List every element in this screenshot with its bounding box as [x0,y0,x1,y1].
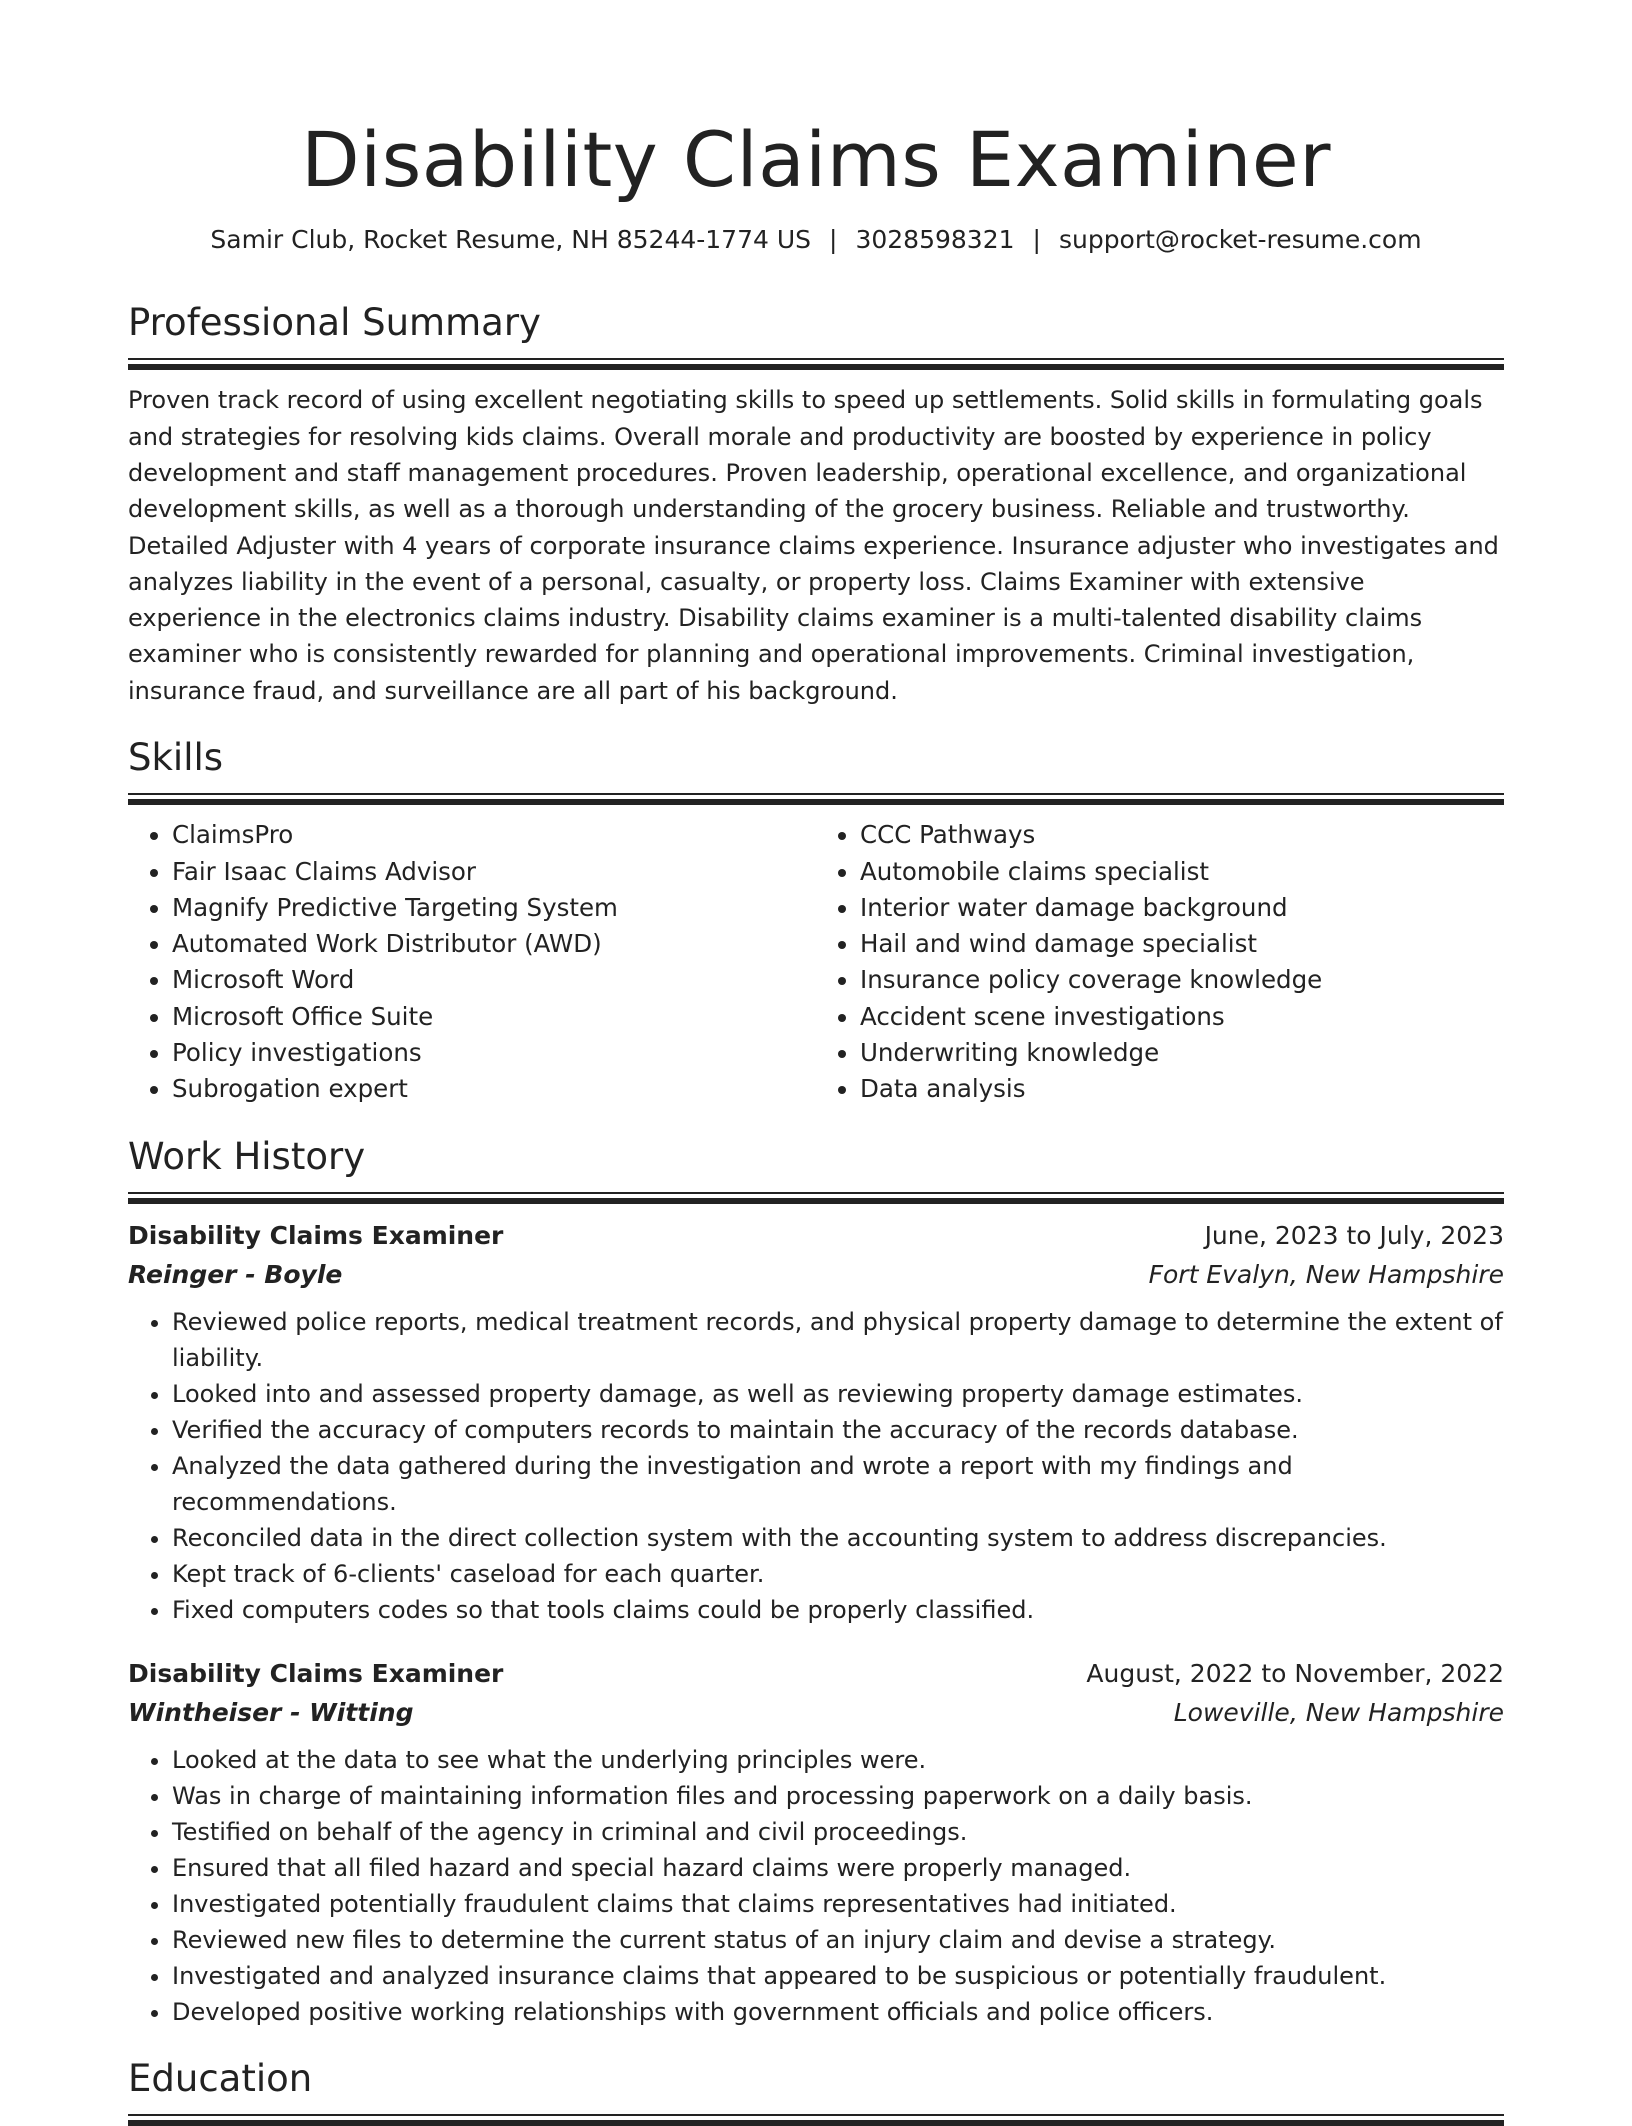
job-bullets [128,1304,1504,1628]
skill-item: • Microsoft Office Suite [172,999,816,1035]
job-company-row [128,1693,1504,1732]
job-bullet: • Was in charge of maintaining information files and processing paperwork on a daily basis. [172,1778,1504,1814]
skill-item: • Interior water damage background [860,890,1504,926]
job-bullet: • Verified the accuracy of computers records to maintain the accuracy of the records database. [172,1412,1504,1448]
skill-item: • Magnify Predictive Targeting System [172,890,816,926]
job-bullet: • Reviewed new files to determine the current status of an injury claim and devise a strategy. [172,1922,1504,1958]
summary-text: Proven track record of using excellent negotiating skills to speed up settlements. Solid skills in formulating goals and strategies for resolving kids claims. Overall morale and productivity are boosted by experience in policy development and staff management procedures. Proven leadership, operational excellence, and organizational development skills, as well as a thorough understanding of the grocery business. Reliable and trustworthy. Detailed Adjuster with 4 years of corporate insurance claims experience. Insurance adjuster who investigates and analyzes liability in the event of a personal, casualty, or property loss. Claims Examiner with extensive experience in the electronics claims industry. Disability claims examiner is a multi-talented disability claims examiner who is consistently rewarded for planning and operational improvements. Criminal investigation, insurance fraud, and surveillance are all part of his background. [128,386,1499,705]
professional-summary-section [128,300,1504,709]
skill-item: • CCC Pathways [860,817,1504,853]
job-bullet: • Investigated potentially fraudulent claims that claims representatives had initiated. [172,1886,1504,1922]
skills-list-right [816,817,1504,1107]
job-bullet: • Kept track of 6-clients' caseload for each quarter. [172,1556,1504,1592]
section-divider [128,793,1504,805]
job-title: Disability Claims Examiner [128,1220,504,1250]
job-bullet: • Testified on behalf of the agency in criminal and civil proceedings. [172,1814,1504,1850]
contact-address: Samir Club, Rocket Resume, NH 85244-1774 US [210,224,812,254]
section-title-work-history: Work History [128,1134,366,1178]
job-entry [128,1216,1504,1628]
section-title-education: Education [128,2056,313,2100]
job-bullet: • Fixed computers codes so that tools claims could be properly classified. [172,1592,1504,1628]
section-divider [128,358,1504,370]
contact-line [128,224,1504,257]
job-bullet: • Looked at the data to see what the underlying principles were. [172,1742,1504,1778]
skill-item: • Automated Work Distributor (AWD) [172,926,816,962]
skill-item: • Underwriting knowledge [860,1035,1504,1071]
skill-item: • Policy investigations [172,1035,816,1071]
job-bullets [128,1742,1504,2030]
job-header-row [128,1654,1504,1693]
contact-email: support@rocket-resume.com [1058,224,1422,254]
skill-item: • Insurance policy coverage knowledge [860,962,1504,998]
job-bullet: • Analyzed the data gathered during the investigation and wrote a report with my findings and recommendations. [172,1448,1504,1520]
section-divider [128,1192,1504,1204]
skill-item: • ClaimsPro [172,817,816,853]
job-company: Wintheiser - Witting [128,1697,414,1727]
contact-phone: 3028598321 [855,224,1015,254]
skills-columns [128,817,1504,1107]
job-bullet: • Developed positive working relationships with government officials and police officers. [172,1994,1504,2030]
skill-item: • Automobile claims specialist [860,854,1504,890]
job-title: Disability Claims Examiner [128,1658,504,1688]
contact-separator: | [1032,224,1041,254]
skills-list-left [128,817,816,1107]
job-bullet: • Looked into and assessed property damage, as well as reviewing property damage estimates. [172,1376,1504,1412]
skill-item: • Microsoft Word [172,962,816,998]
section-title-summary: Professional Summary [128,301,541,345]
skill-item: • Subrogation expert [172,1071,816,1107]
job-bullet: • Reviewed police reports, medical treatment records, and physical property damage to determine the extent of liability. [172,1304,1504,1376]
contact-separator: | [829,224,838,254]
section-title-skills: Skills [128,736,224,780]
job-header-row [128,1216,1504,1255]
job-dates: June, 2023 to July, 2023 [1204,1220,1504,1250]
skills-section [128,735,1504,1108]
job-dates: August, 2022 to November, 2022 [1086,1658,1504,1688]
job-company: Reinger - Boyle [128,1259,343,1289]
candidate-name: Disability Claims Examiner [301,115,1331,204]
section-divider [128,2114,1504,2126]
skill-item: • Hail and wind damage specialist [860,926,1504,962]
job-location: Fort Evalyn, New Hampshire [1148,1259,1504,1289]
job-company-row [128,1255,1504,1294]
job-bullet: • Reconciled data in the direct collection system with the accounting system to address discrepancies. [172,1520,1504,1556]
work-history-section [128,1134,1504,2030]
job-entry [128,1654,1504,2030]
skill-item: • Accident scene investigations [860,999,1504,1035]
education-section [128,2056,1504,2126]
job-location: Loweville, New Hampshire [1173,1697,1504,1727]
skill-item: • Fair Isaac Claims Advisor [172,854,816,890]
skill-item: • Data analysis [860,1071,1504,1107]
job-bullet: • Investigated and analyzed insurance claims that appeared to be suspicious or potentially fraudulent. [172,1958,1504,1994]
job-bullet: • Ensured that all filed hazard and special hazard claims were properly managed. [172,1850,1504,1886]
